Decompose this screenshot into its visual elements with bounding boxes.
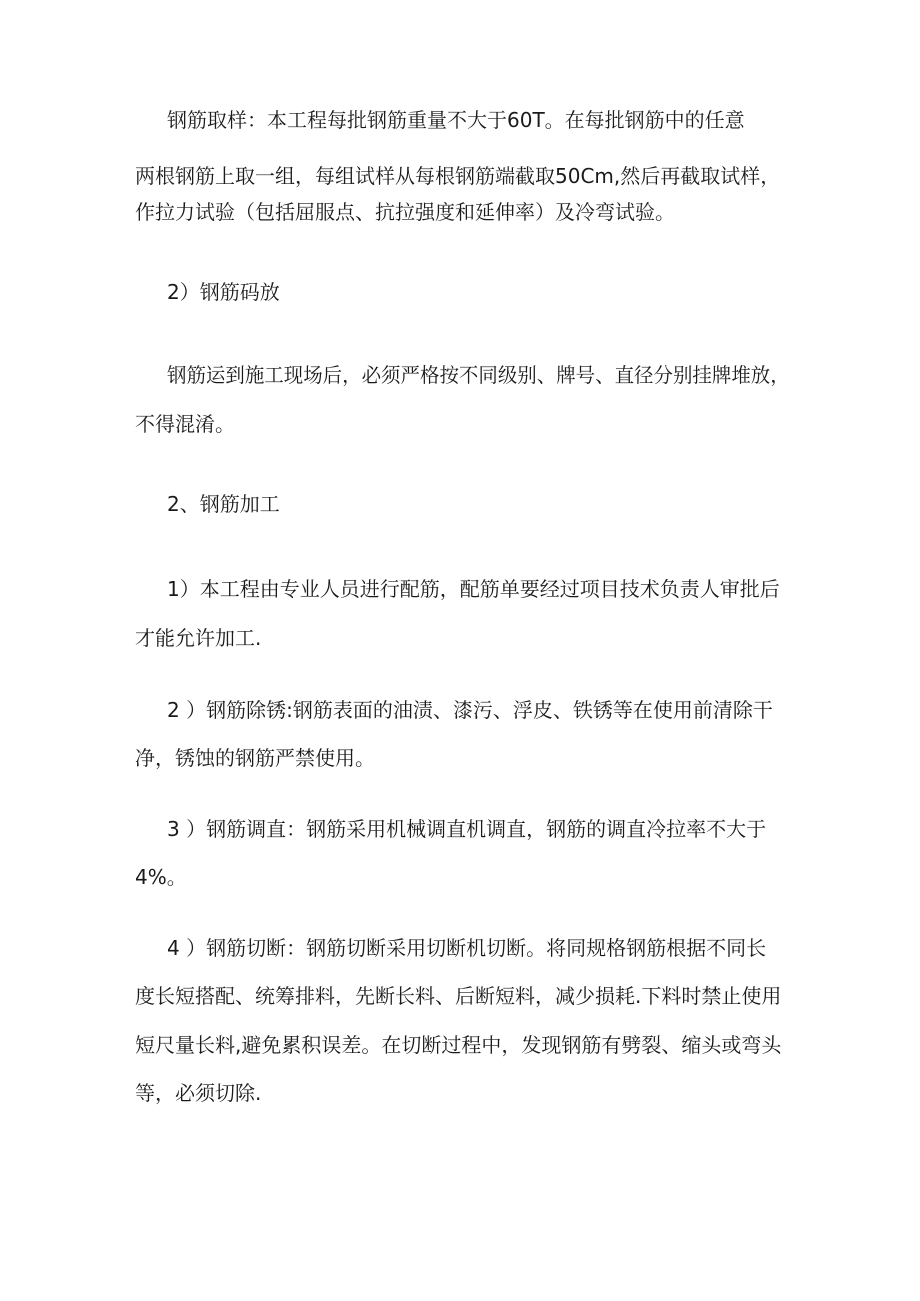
item-2-line-1: 2 ）钢筋除锈:钢筋表面的油渍、漆污、浮皮、铁锈等在使用前清除干 <box>167 698 773 722</box>
item-4-line-1: 4 ）钢筋切断：钢筋切断采用切断机切断。将同规格钢筋根据不同长 <box>167 936 767 960</box>
item-4-line-3: 短尺量长料,避免累积误差。在切断过程中，发现钢筋有劈裂、缩头或弯头 <box>135 1033 782 1057</box>
item-4-line-2: 度长短搭配、统筹排料，先断长料、后断短料，减少损耗.下料时禁止使用 <box>135 984 782 1008</box>
paragraph-storage-line-2: 不得混淆。 <box>135 412 235 436</box>
item-1-line-2: 才能允许加工. <box>135 626 262 650</box>
item-2-line-2: 净，锈蚀的钢筋严禁使用。 <box>135 746 375 770</box>
paragraph-storage-line-1: 钢筋运到施工现场后，必须严格按不同级别、牌号、直径分别挂牌堆放， <box>167 363 790 387</box>
item-1-line-1: 1）本工程由专业人员进行配筋，配筋单要经过项目技术负责人审批后 <box>167 577 780 601</box>
paragraph-sampling-line-1: 钢筋取样：本工程每批钢筋重量不大于60T。在每批钢筋中的任意 <box>167 108 745 132</box>
paragraph-sampling-line-3: 作拉力试验（包括屈服点、抗拉强度和延伸率）及冷弯试验。 <box>135 200 675 224</box>
paragraph-sampling-line-2: 两根钢筋上取一组，每组试样从每根钢筋端截取50Cm,然后再截取试样， <box>135 164 781 188</box>
section-heading-processing: 2、钢筋加工 <box>167 492 280 516</box>
section-heading-storage: 2）钢筋码放 <box>167 280 280 304</box>
item-3-line-1: 3 ）钢筋调直：钢筋采用机械调直机调直，钢筋的调直冷拉率不大于 <box>167 817 767 841</box>
item-4-line-4: 等，必须切除. <box>135 1081 262 1105</box>
item-3-line-2: 4%。 <box>135 865 187 889</box>
